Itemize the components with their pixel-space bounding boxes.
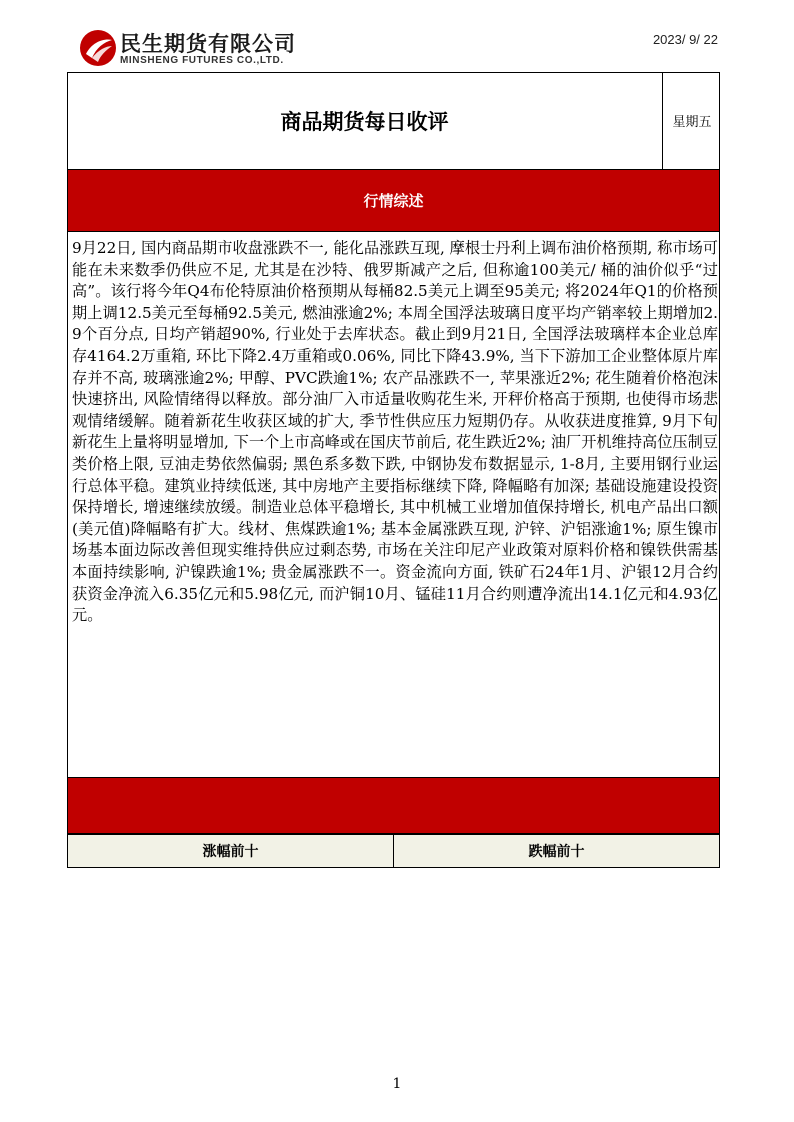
losers-header: 跌幅前十 [393,835,719,867]
gainers-header: 涨幅前十 [202,844,259,860]
weekday-cell: 星期五 [662,72,721,169]
page-number: 1 [392,1076,402,1092]
market-summary-text: 9月22日, 国内商品期市收盘涨跌不一, 能化品涨跌互现, 摩根士丹利上调布油价格预期, 称市场可能在未来数季仍供应不足, 尤其是在沙特、俄罗斯减产之后, 但称逾100美元/ 桶的油价似乎“过高”。该行将今年Q4布伦特原油价格预期从每桶82.5美元上调至95美元; 将2024年Q1的价格预期上调12.5美元至每桶92.5美元, 燃油涨逾2%; 本周全国浮法玻璃日度平均产销率较上期增加2.9个百分点, 日均产销超90%, 行业处于去库状态。截止到9月21日, 全国浮法玻璃样本企业总库存4164.2万重箱, 环比下降2.4万重箱或0.06%, 同比下降43.9%, 当下下游加工企业整体原片库存并不高, 玻璃涨逾2%; 甲醇、PVC跌逾1%; 农产品涨跌不一, 苹果涨近2%; 花生随着价格泡沫快速挤出, 风险情绪得以释放。部分油厂入市适量收购花生米, 开秤价格高于预期, 也使得市场悲观情绪缓解。随着新花生收获区域的扩大, 季节性供应压力短期仍存。从收获进度推算, 9月下旬新花生上量将明显增加, 下一个上市高峰或在国庆节前后, 花生跌近2%; 油厂开机维持高位压制豆类价格上限, 豆油走势依然偏弱; 黑色系多数下跌, 中钢协发布数据显示, 1-8月, 主要用钢行业运行总体平稳。建筑业持续低迷, 其中房地产主要指标继续下降, 降幅略有加深; 基础设施建设投资保持增长, 增速继续放缓。制造业总体平稳增长, 其中机械工业增加值保持增长, 机电产品出口额(美元值)降幅略有扩大。线材、焦煤跌逾1%; 基本金属涨跌互现, 沪锌、沪铝涨逾1%; 原生镍市场基本面边际改善但现实维持供应过剩态势, 市场在关注印尼产业政策对原料价格和镍铁供需基本面持续影响, 沪镍跌逾1%; 贵金属涨跌不一。资金流向方面, 铁矿石24年1月、沪银12月合约获资金净流入6.35亿元和5.98亿元, 而沪铜10月、锰硅11月合约则遭净流出14.1亿元和4.93亿元。 [72,239,718,625]
company-name-cn: 民生期货有限公司 [120,32,296,56]
section-header-band [67,169,720,232]
title-row [67,72,720,169]
company-logo [78,26,318,72]
minsheng-logo-icon [78,28,118,68]
company-name-en: MINSHENG FUTURES CO.,LTD. [120,55,284,66]
report-title: 商品期货每日收评 [280,108,449,134]
report-date: 2023/ 9/ 22 [652,32,718,47]
section-title: 行情综述 [363,192,424,210]
rankings-header [67,834,720,868]
red-divider-band [67,777,720,834]
